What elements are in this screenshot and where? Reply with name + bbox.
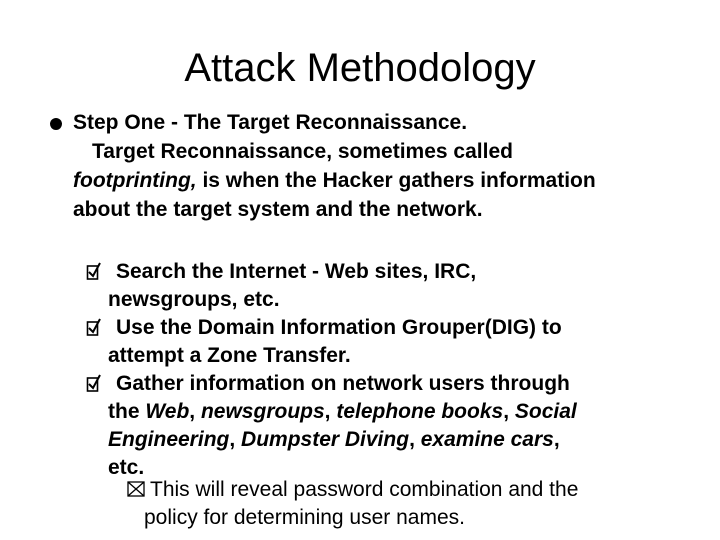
comma: , [409,428,421,451]
comma: , [324,400,337,423]
sub-item-2-line2: attempt a Zone Transfer. [108,344,351,367]
sub-item-3-line4: etc. [108,456,145,479]
text-telephone-books: telephone books [336,400,504,423]
check-box-icon [86,372,102,394]
slide-title: Attack Methodology [184,46,536,90]
comma: , [229,428,242,451]
comma: , [503,400,515,423]
check-box-icon [86,316,102,338]
main-bullet-line2: Target Reconnaissance, sometimes called [92,140,513,163]
sub-item-1-line1: Search the Internet - Web sites, IRC, [116,260,477,283]
bullet-dot-icon [50,118,62,130]
note-line1 [127,476,687,504]
main-bullet-line3 [73,166,703,195]
main-bullet-line4: about the target system and the network. [73,198,483,221]
x-box-icon [127,481,145,497]
text-web: Web [145,400,190,423]
note-item [127,476,687,532]
comma: , [553,428,560,451]
main-bullet-heading: Step One - The Target Reconnaissance. [73,111,468,134]
sub-item-3-line2 [108,398,686,426]
note-line1-text: This will reveal password combination and the [150,478,579,501]
text-social: Social [514,400,577,423]
sub-item-3-line3 [108,426,686,454]
main-bullet-text [73,108,703,224]
text-engineering: Engineering [108,428,230,451]
sub-bullet-item [86,370,686,482]
text-newsgroups: newsgroups [200,400,325,423]
check-box-icon [86,260,102,282]
text-examine-cars: examine cars [420,428,554,451]
text-the: the [108,400,146,423]
note-line2: policy for determining user names. [144,506,465,529]
footprinting-term: footprinting, [73,169,197,192]
sub-bullet-list [86,258,686,482]
sub-item-3-line1: Gather information on network users through [116,372,570,395]
sub-bullet-item [86,258,686,314]
text-dumpster-diving: Dumpster Diving [241,428,410,451]
comma: , [189,400,201,423]
main-bullet-line3-rest: is when the Hacker gathers information [196,169,596,192]
sub-item-2-line1: Use the Domain Information Grouper(DIG) to [116,316,562,339]
sub-item-1-line2: newsgroups, etc. [108,288,280,311]
sub-bullet-item [86,314,686,370]
